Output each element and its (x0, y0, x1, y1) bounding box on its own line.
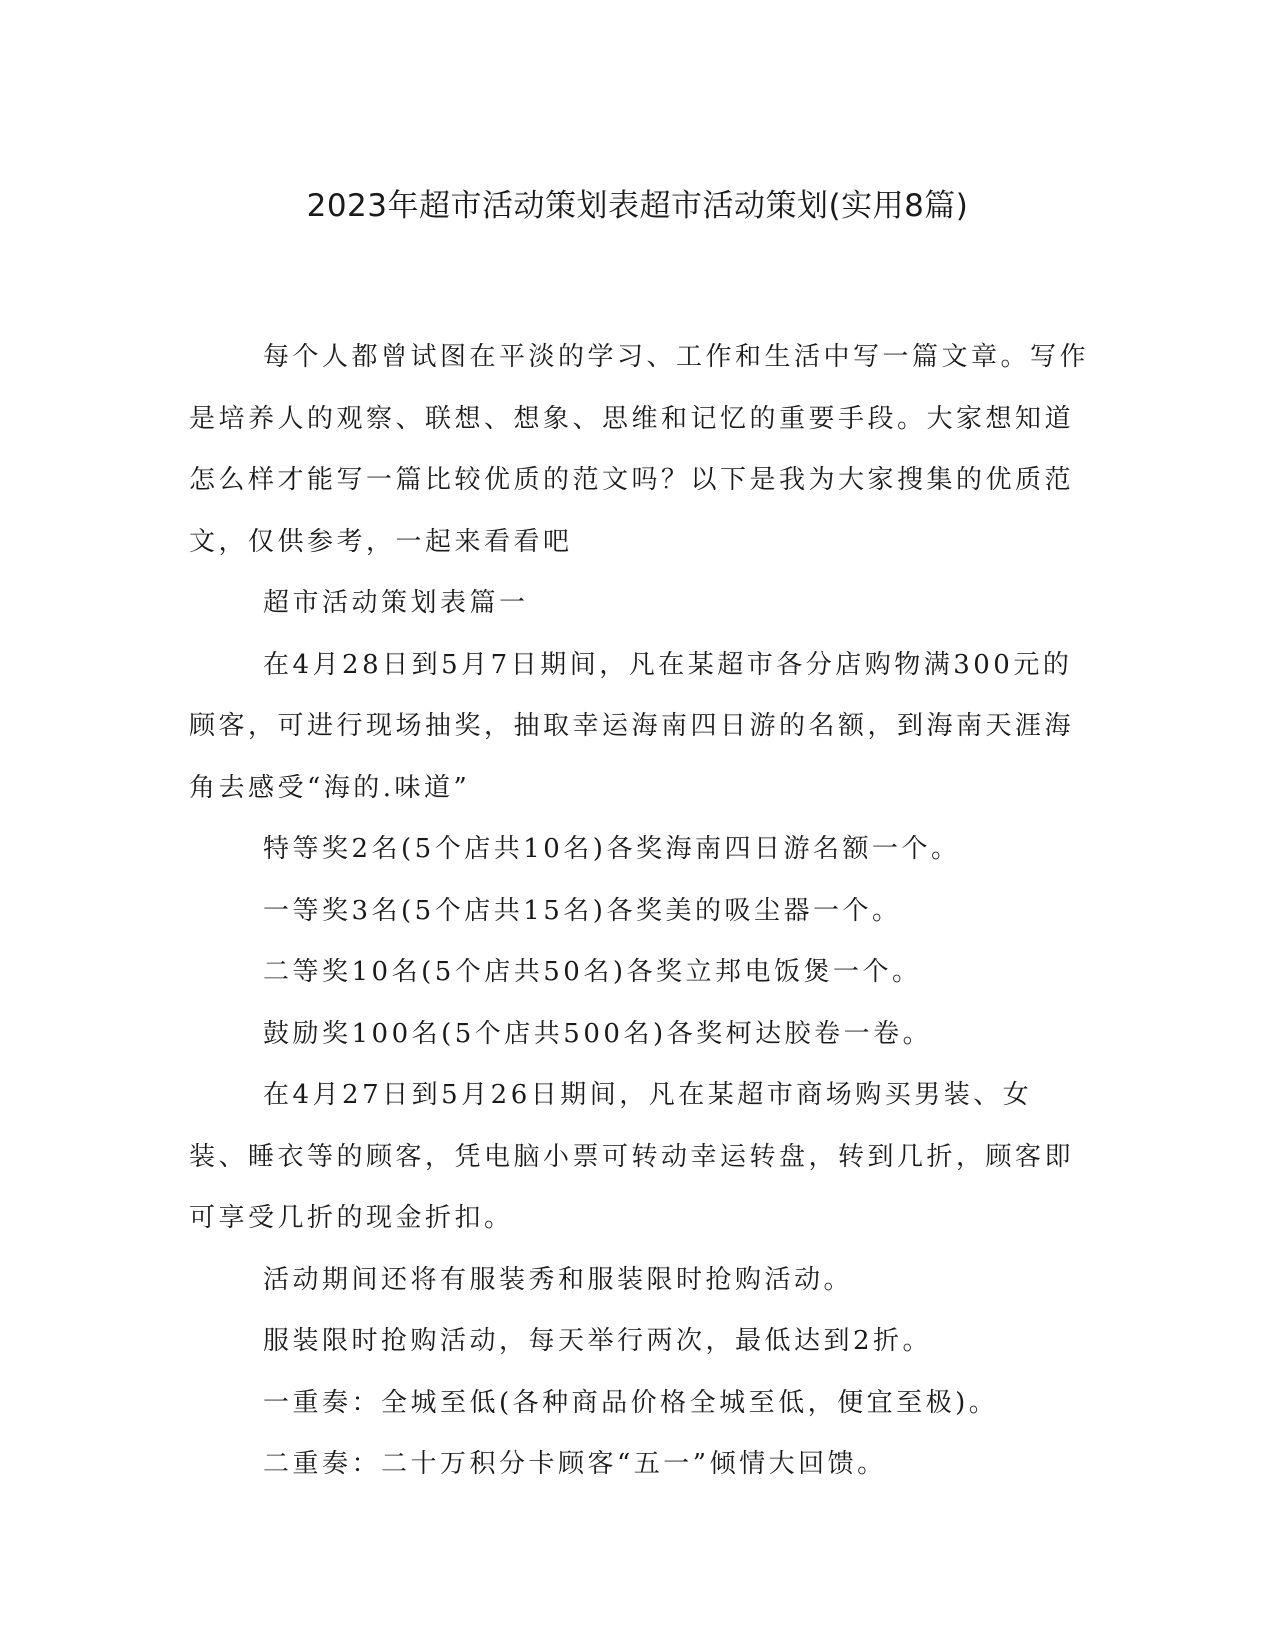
document-body (189, 327, 1089, 1496)
paragraph-flash-sale: 服装限时抢购活动，每天举行两次，最低达到2折。 (263, 1326, 933, 1356)
prize-first: 一等奖3名(5个店共15名)各奖美的吸尘器一个。 (263, 895, 902, 926)
document-title: 2023年超市活动策划表超市活动策划(实用8篇) (306, 188, 969, 224)
prize-encouragement: 鼓励奖100名(5个店共500名)各奖柯达胶卷一卷。 (263, 1018, 933, 1049)
prize-second: 二等奖10名(5个店共50名)各奖立邦电饭煲一个。 (263, 957, 922, 987)
paragraph-second-movement: 二重奏：二十万积分卡顾客“五一”倾情大回馈。 (263, 1449, 887, 1479)
paragraph-intro: 每个人都曾试图在平淡的学习、工作和生活中写一篇文章。写作是培养人的观察、联想、想象、思维和记忆的重要手段。大家想知道怎么样才能写一篇比较优质的范文吗？以下是我为大家搜集的优质范文，仅供参考，一起来看看吧 (189, 342, 1090, 557)
paragraph-first-movement: 一重奏：全城至低(各种商品价格全城至低，便宜至极)。 (263, 1387, 999, 1418)
section-heading: 超市活动策划表篇一 (263, 588, 529, 618)
paragraph-lottery: 在4月28日到5月7日期间，凡在某超市各分店购物满300元的顾客，可进行现场抽奖，抽取幸运海南四日游的名额，到海南天涯海角去感受“海的.味道” (189, 649, 1075, 803)
prize-special: 特等奖2名(5个店共10名)各奖海南四日游名额一个。 (263, 834, 961, 864)
paragraph-discount: 在4月27日到5月26日期间，凡在某超市商场购买男装、女装、睡衣等的顾客，凭电脑小票可转动幸运转盘，转到几折，顾客即可享受几折的现金折扣。 (189, 1080, 1075, 1233)
paragraph-fashion-show: 活动期间还将有服装秀和服装限时抢购活动。 (263, 1264, 854, 1295)
